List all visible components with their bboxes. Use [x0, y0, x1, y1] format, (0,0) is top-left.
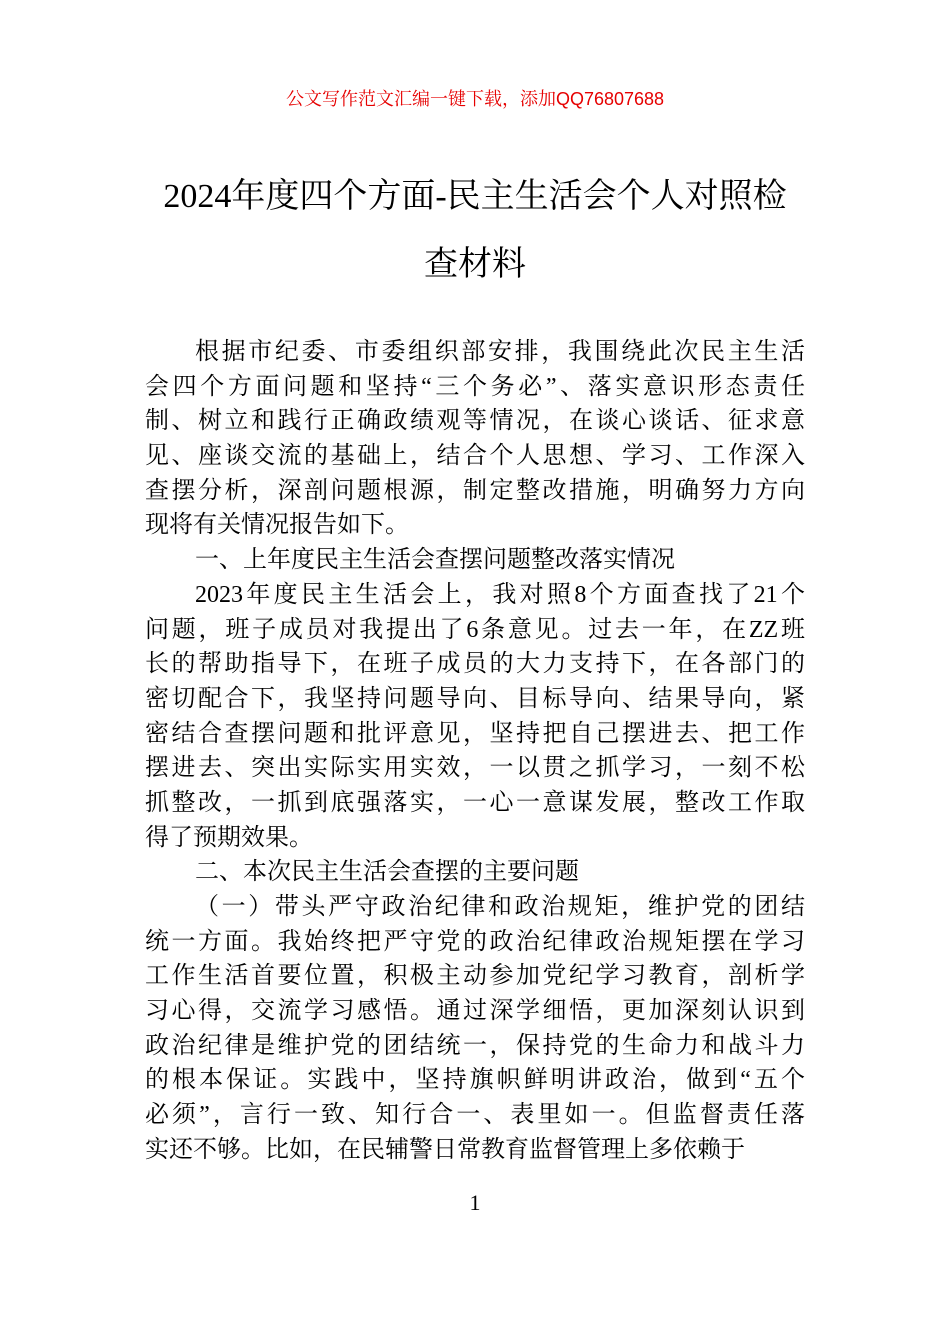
- watermark-banner: 公文写作范文汇编一键下载，添加QQ76807688: [285, 89, 665, 109]
- document-title-line-1: 2024年度四个方面-民主生活会个人对照检: [163, 178, 787, 215]
- paragraph-line: 密结合查摆问题和批评意见，坚持把自己摆进去、把工作: [145, 720, 805, 747]
- page-number: 1: [469, 1190, 481, 1215]
- paragraph-line: 2023年度民主生活会上，我对照8个方面查找了21个: [195, 581, 805, 608]
- paragraph-line: 工作生活首要位置，积极主动参加党纪学习教育，剖析学: [145, 963, 805, 990]
- paragraph: [145, 335, 805, 543]
- paragraph-line: 查摆分析，深剖问题根源，制定整改措施，明确努力方向: [145, 477, 805, 504]
- paragraph-line: 统一方面。我始终把严守党的政治纪律政治规矩摆在学习: [145, 928, 805, 955]
- paragraph: [145, 578, 805, 856]
- paragraph-line: 问题，班子成员对我提出了6条意见。过去一年，在ZZ班: [145, 616, 805, 643]
- paragraph-line: 现将有关情况报告如下。: [145, 512, 409, 539]
- paragraph-line: 根据市纪委、市委组织部安排，我围绕此次民主生活: [195, 339, 805, 365]
- document-body: [145, 335, 805, 1168]
- paragraph: [145, 543, 805, 578]
- paragraph-line: 必须”，言行一致、知行合一、表里如一。但监督责任落: [145, 1102, 805, 1129]
- paragraph-line: 实还不够。比如，在民辅警日常教育监督管理上多依赖于: [145, 1136, 745, 1163]
- paragraph: [145, 890, 805, 1168]
- paragraph-line: 密切配合下，我坚持问题导向、目标导向、结果导向，紧: [145, 685, 805, 712]
- paragraph-line: 政治纪律是维护党的团结统一，保持党的生命力和战斗力: [145, 1032, 805, 1059]
- paragraph-line: 一、上年度民主生活会查摆问题整改落实情况: [195, 547, 675, 574]
- paragraph-line: 长的帮助指导下，在班子成员的大力支持下，在各部门的: [145, 651, 805, 678]
- paragraph-line: 二、本次民主生活会查摆的主要问题: [195, 859, 579, 886]
- paragraph-line: （一）带头严守政治纪律和政治规矩，维护党的团结: [195, 894, 805, 920]
- paragraph-line: 得了预期效果。: [145, 824, 313, 851]
- paragraph-line: 会四个方面问题和坚持“三个务必”、落实意识形态责任: [145, 373, 805, 400]
- paragraph: [145, 855, 805, 890]
- paragraph-line: 抓整改，一抓到底强落实，一心一意谋发展，整改工作取: [145, 789, 805, 816]
- paragraph-line: 制、树立和践行正确政绩观等情况，在谈心谈话、征求意: [145, 408, 805, 435]
- paragraph-line: 摆进去、突出实际实用实效，一以贯之抓学习，一刻不松: [145, 755, 805, 782]
- document-title-line-2: 查材料: [424, 246, 526, 283]
- paragraph-line: 的根本保证。实践中，坚持旗帜鲜明讲政治，做到“五个: [145, 1067, 805, 1094]
- paragraph-line: 见、座谈交流的基础上，结合个人思想、学习、工作深入: [145, 443, 805, 470]
- paragraph-line: 习心得，交流学习感悟。通过深学细悟，更加深刻认识到: [145, 998, 805, 1025]
